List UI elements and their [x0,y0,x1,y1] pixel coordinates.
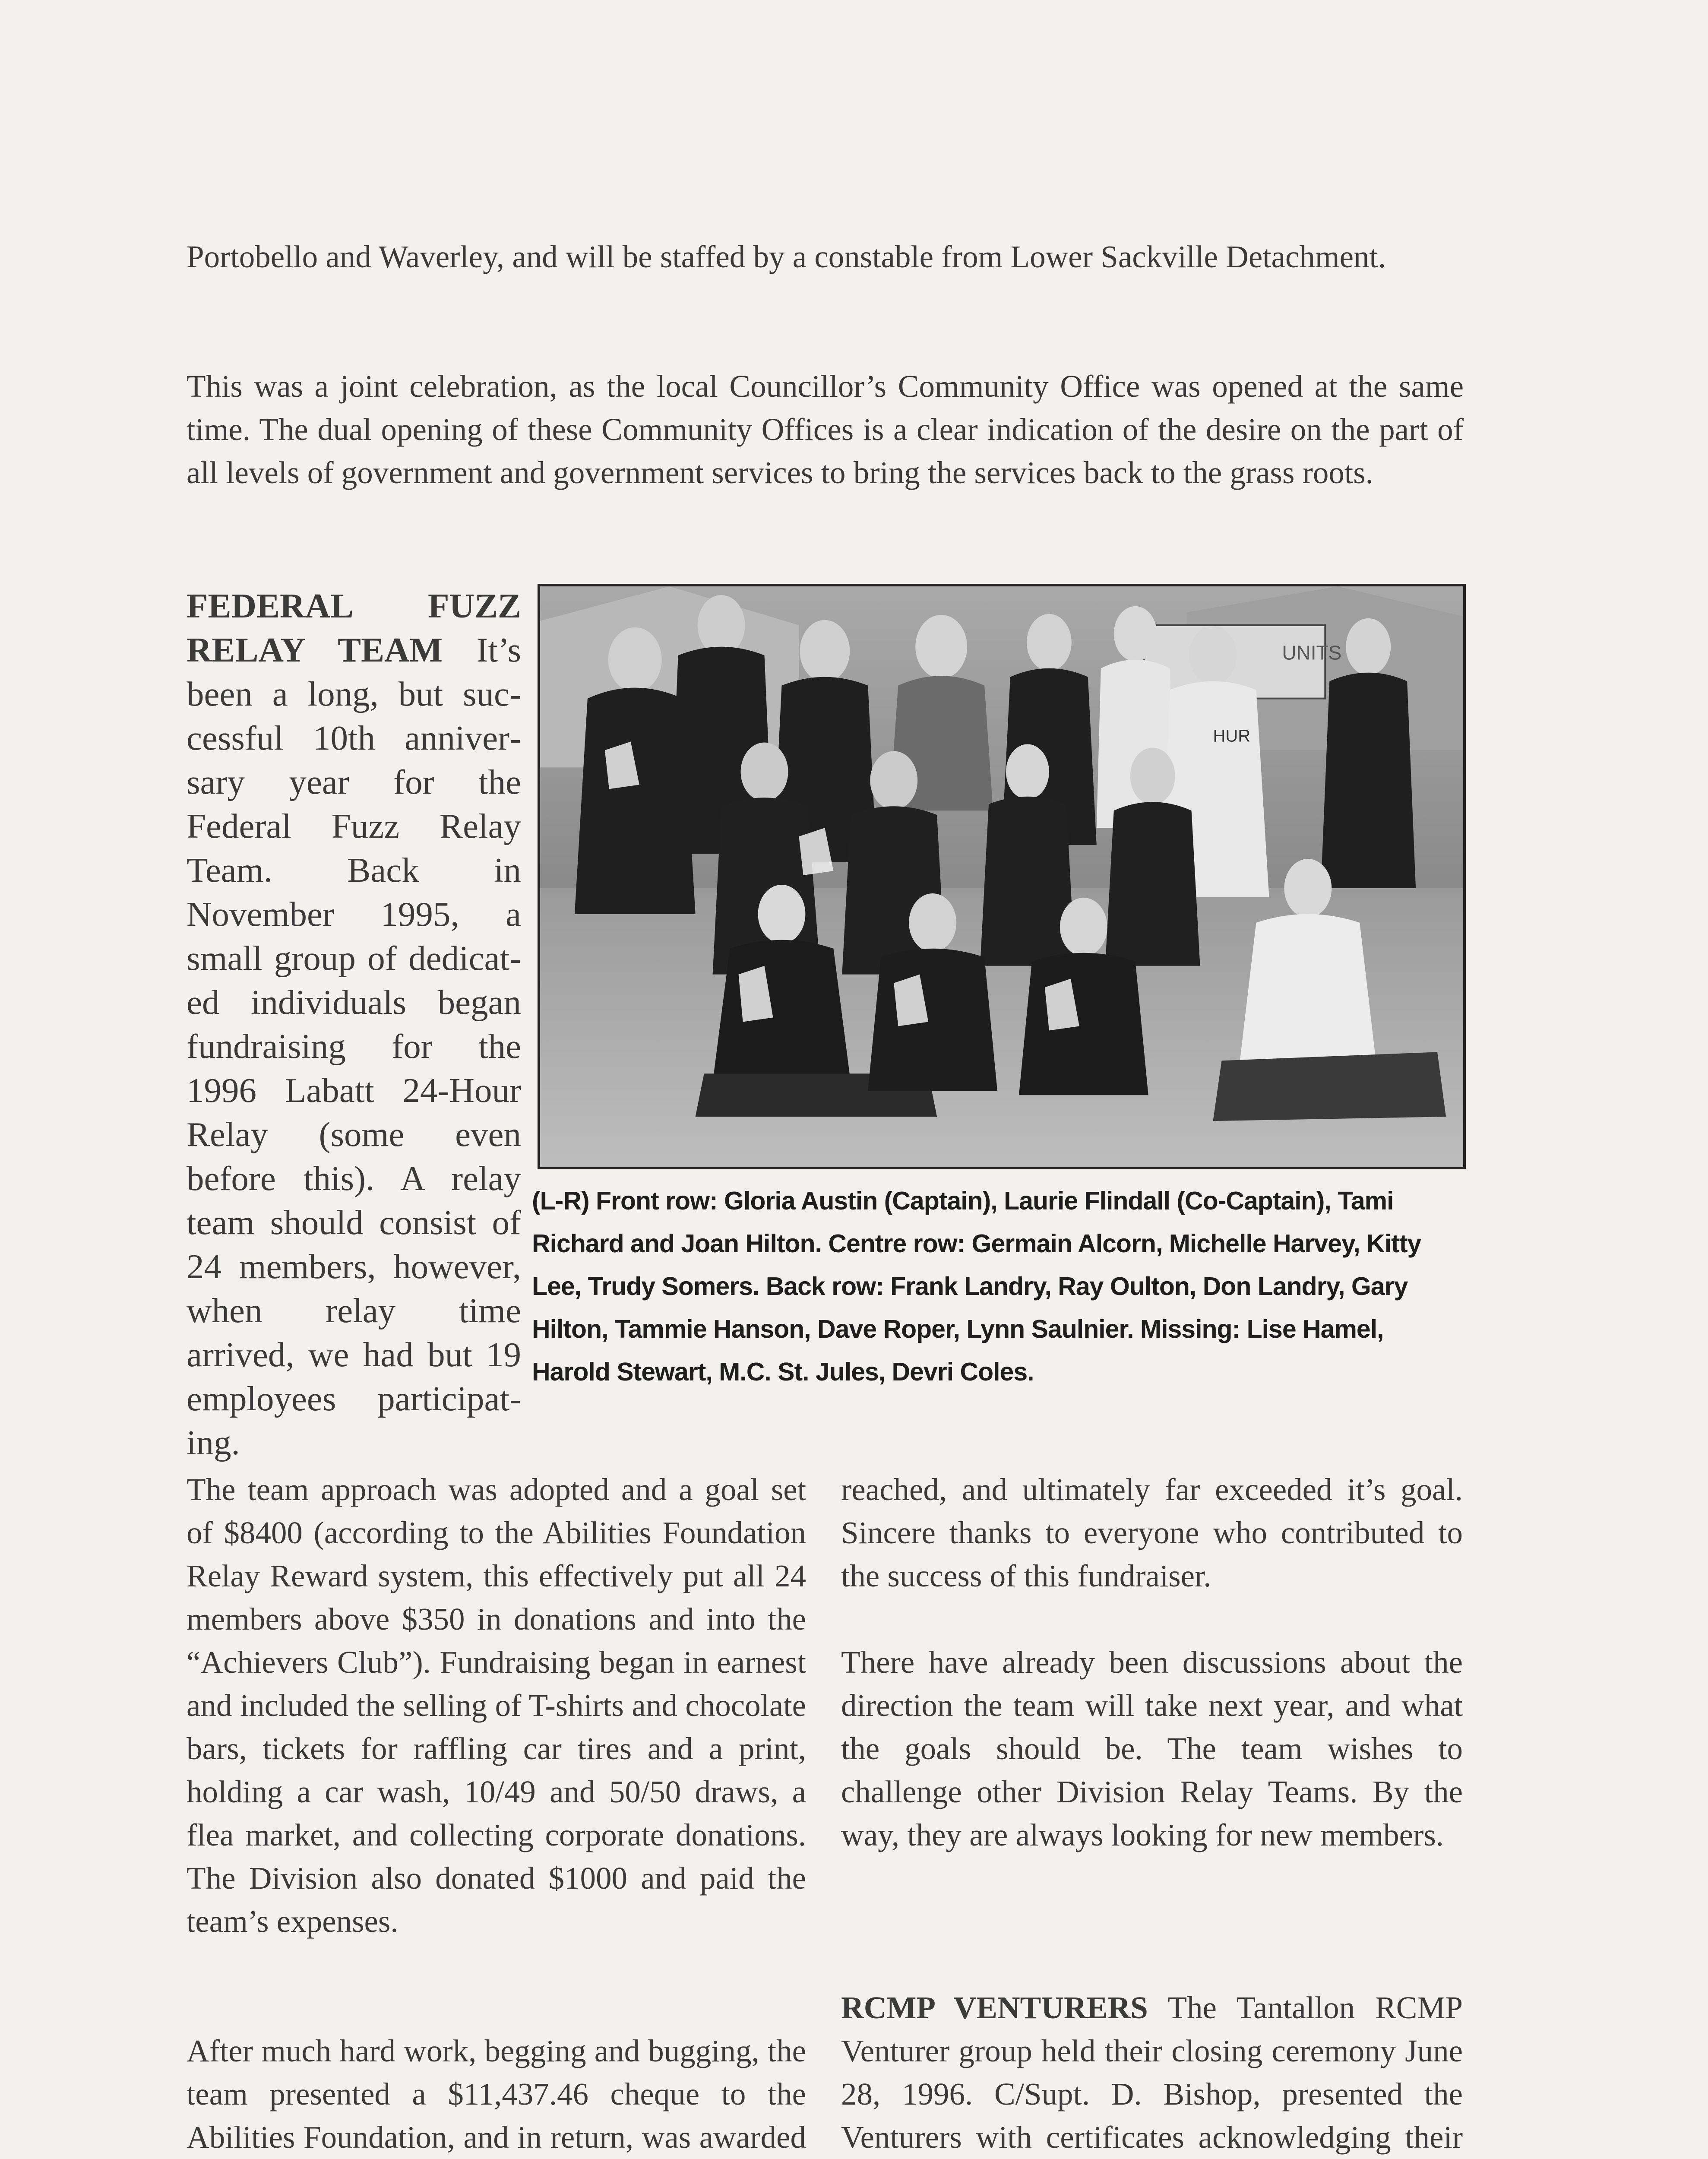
shirt-text: HUR [1213,726,1251,746]
relay-team-text: It’s been a long, but successful 10th anniversary year for the Federal Fuzz Relay Team. Back in November 1995, a small group of dedicated individuals began fundraising for the 1996 Labatt 24-Hour Relay (some even before this). A relay team should consist of 24 members, however, when relay time arrived, we had but 19 employees participating. [187,630,521,1462]
right-column-paragraph-1: reached, and ultimately far exceeded it’s goal. Sincere thanks to everyone who contributed to the success of this fundraiser. [841,1472,1463,1593]
banner-text: UNITS [1282,641,1342,664]
right-column-paragraph-2: There have already been discussions about the direction the team will take next year, and what the goals should be. The team wishes to challenge other Division Relay Teams. By the way, they are always looking for new members. [841,1645,1463,1852]
left-column-paragraph-1: The team approach was adopted and a goal set of $8400 (according to the Abilities Foundation Relay Reward system, this effectively put all 24 members above $350 in donations and into the “Achievers Club”). Fundraising began in earnest and included the selling of T-shirts and chocolate bars, tickets for raffling car tires and a print, holding a car wash, 10/49 and 50/50 draws, a flea market, and collecting corporate donations. The Division also donated $1000 and paid the team’s expenses. [187,1472,806,1939]
left-column-paragraph-2: After much hard work, begging and bugging, the team presented a $11,437.46 cheque to the Abilities Foundation, and in return, was awarded [187,2033,806,2155]
venturers-text: The Tantallon RCMP Venturer group held their closing ceremony June 28, 1996. C/Supt. D. Bishop, presented the Venturers with certificates acknowledging their [841,1990,1463,2155]
relay-team-article [187,584,521,1465]
venturers-heading: RCMP VENTURERS [841,1990,1148,2025]
team-photo-image [540,586,1463,1167]
intro-paragraph-1: Portobello and Waverley, and will be staffed by a constable from Lower Sackville Detachment. [187,239,1386,274]
venturers-article [841,1986,1463,2159]
team-photo [538,584,1466,1169]
relay-team-heading: FEDERAL FUZZ RELAY TEAM [187,586,521,669]
intro-paragraph-2: This was a joint celebration, as the local Councillor’s Community Office was opened at the same time. The dual opening of these Community Offices is a clear indication of the desire on the part of all levels of government and government services to bring the services back to the grass roots. [187,369,1464,490]
photo-caption: (L-R) Front row: Gloria Austin (Captain), Laurie Flindall (Co-Captain), Tami Richard and Joan Hilton. Centre row: Germain Alcorn, Michelle Harvey, Kitty Lee, Trudy Somers. Back row: Frank Landry, Ray Oulton, Don Landry, Gary Hilton, Tammie Hanson, Dave Roper, Lynn Saulnier. Missing: Lise Hamel, Harold Stewart, M.C. St. Jules, Devri Coles. [532,1187,1421,1386]
